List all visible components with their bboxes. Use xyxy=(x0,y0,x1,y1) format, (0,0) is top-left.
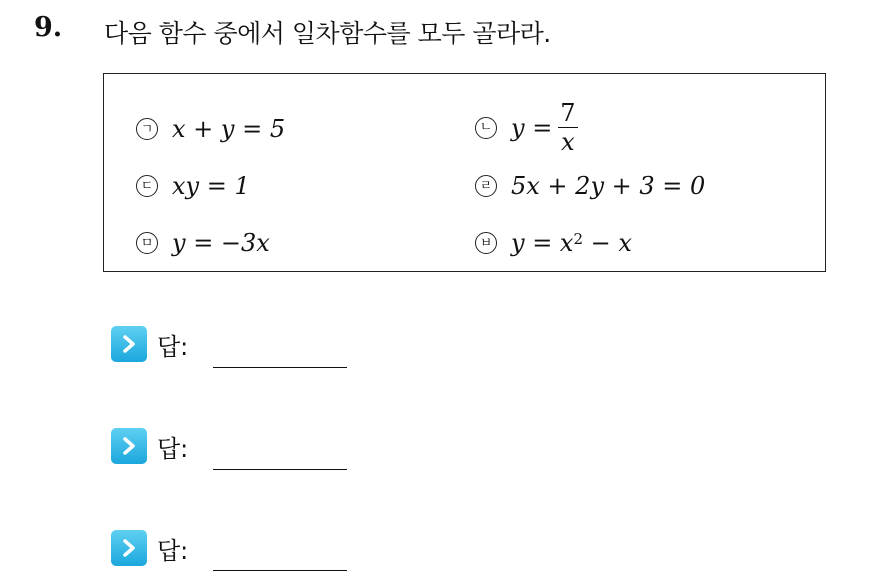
answer-blank-2[interactable] xyxy=(213,469,347,470)
choice-expression-lhs: y = xyxy=(511,113,553,142)
choice-marker: ㄷ xyxy=(136,175,158,197)
choice-a xyxy=(136,115,285,143)
answer-row-3 xyxy=(111,530,188,566)
answer-blank-1[interactable] xyxy=(213,367,347,368)
chevron-right-icon xyxy=(111,428,147,464)
question-text: 다음 함수 중에서 일차함수를 모두 골라라. xyxy=(104,19,551,48)
choice-expression: x + y = 5 xyxy=(172,115,286,143)
choice-e xyxy=(136,229,270,257)
exponent: 2 xyxy=(573,230,584,248)
choice-expression: 5x + 2y + 3 = 0 xyxy=(511,172,706,200)
chevron-right-icon xyxy=(111,326,147,362)
answer-label: 답: xyxy=(157,434,189,463)
fraction xyxy=(558,99,577,156)
question-number: 9. xyxy=(34,12,63,43)
choice-expression: xy = 1 xyxy=(172,172,250,200)
choice-expression-rest: − x xyxy=(583,229,632,257)
choice-marker: ㅂ xyxy=(475,232,497,254)
choice-expression-lhs: y = x xyxy=(511,229,574,257)
choice-marker: ㄱ xyxy=(136,118,158,140)
fraction-denominator: x xyxy=(561,128,575,156)
choice-expression: y = −3x xyxy=(172,229,270,257)
choice-b xyxy=(475,99,578,156)
choice-marker: ㅁ xyxy=(136,232,158,254)
choice-f xyxy=(475,229,632,257)
choice-marker: ㄴ xyxy=(475,117,497,139)
answer-row-2 xyxy=(111,428,188,464)
answer-blank-3[interactable] xyxy=(213,570,347,571)
choice-c xyxy=(136,172,250,200)
choice-marker: ㄹ xyxy=(475,175,497,197)
answer-label: 답: xyxy=(157,332,189,361)
fraction-numerator: 7 xyxy=(560,99,576,127)
choices-box xyxy=(103,73,826,272)
chevron-right-icon xyxy=(111,530,147,566)
choice-d xyxy=(475,172,705,200)
answer-row-1 xyxy=(111,326,188,362)
answer-label: 답: xyxy=(157,536,189,565)
